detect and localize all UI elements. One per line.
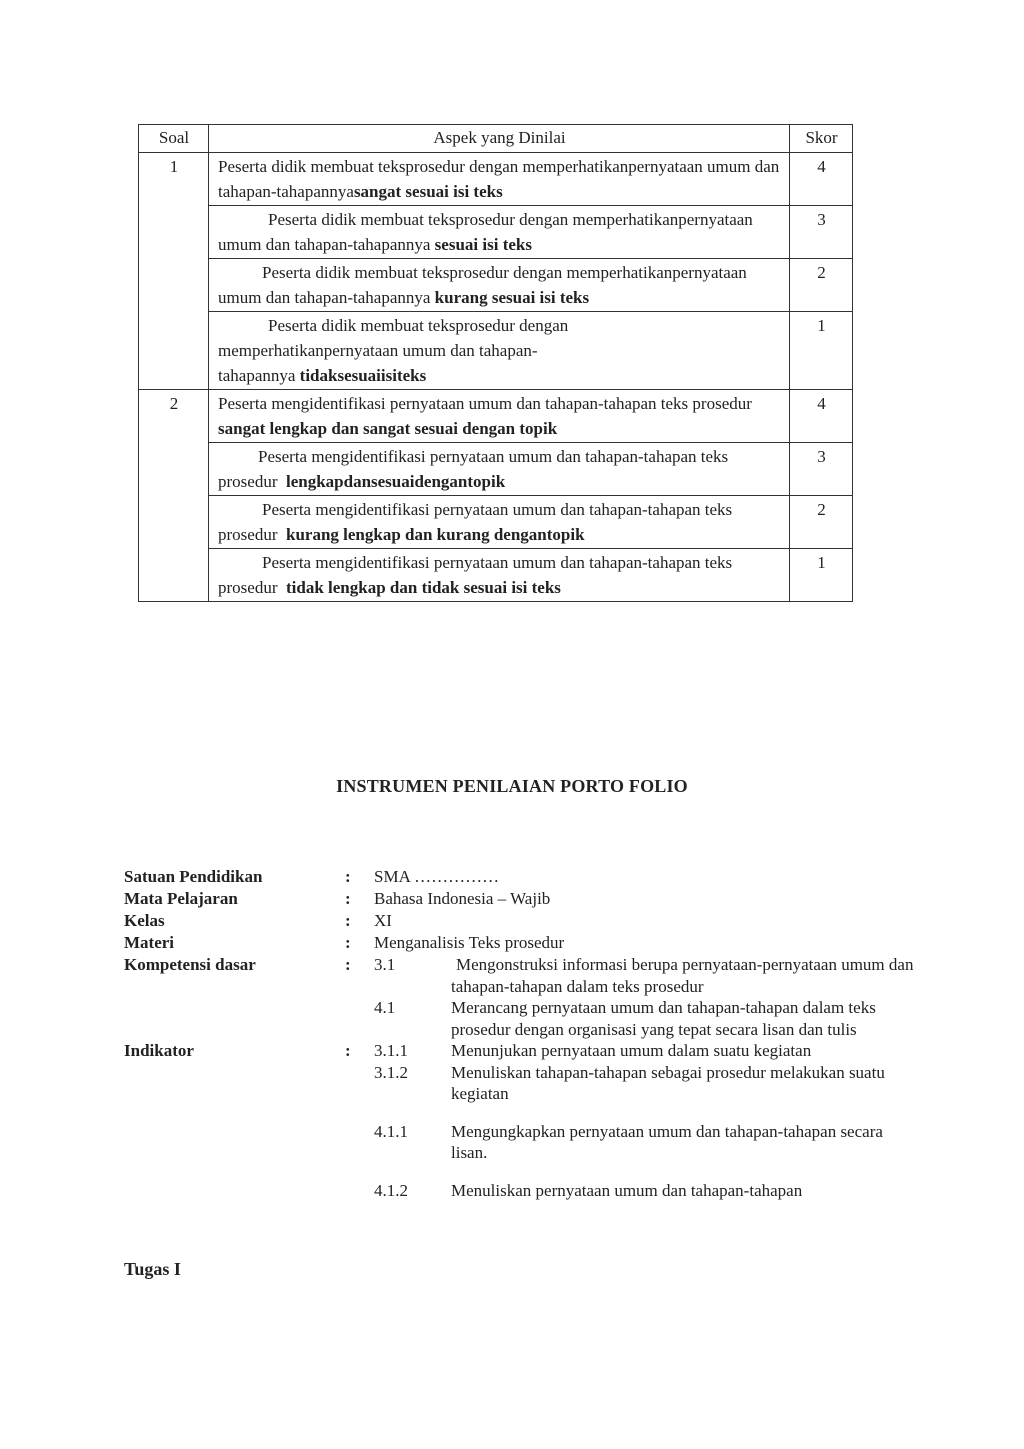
- soal-number: 1: [139, 153, 209, 206]
- skor-value: 1: [790, 549, 853, 602]
- materi-value: Menganalisis Teks prosedur: [374, 933, 565, 952]
- soal-empty: [139, 259, 209, 312]
- materi-label: Materi: [124, 933, 175, 952]
- aspek-text: Peserta mengidentifikasi pernyataan umum dan tahapan-tahapan teks prosedur: [218, 500, 733, 544]
- skor-value: 2: [790, 496, 853, 549]
- soal-empty: [139, 312, 209, 390]
- mapel-value: Bahasa Indonesia – Wajib: [374, 889, 551, 908]
- identity-block: [124, 866, 914, 1201]
- indikator-text: Menuliskan pernyataan umum dan tahapan-tahapan: [451, 1180, 803, 1200]
- table-row: [139, 549, 853, 602]
- kd-row: [124, 954, 914, 1040]
- aspek-cell: [209, 496, 790, 549]
- skor-value: 4: [790, 390, 853, 443]
- soal-empty: [139, 549, 209, 602]
- colon: :: [345, 867, 351, 886]
- skor-value: 2: [790, 259, 853, 312]
- colon: :: [345, 955, 351, 974]
- mapel-label: Mata Pelajaran: [124, 889, 238, 908]
- colon: :: [345, 1041, 351, 1060]
- section-title: INSTRUMEN PENILAIAN PORTO FOLIO: [336, 776, 688, 796]
- aspek-text: Peserta mengidentifikasi pernyataan umum dan tahapan-tahapan teks prosedur: [218, 553, 733, 597]
- aspek-criterion: kurang sesuai isi teks: [434, 288, 590, 307]
- aspek-text: Peserta didik membuat teksprosedur dengan memperhatikanpernyataan umum dan tahapan-tahapannya: [218, 263, 747, 307]
- indikator-label: Indikator: [124, 1041, 194, 1060]
- aspek-text: Peserta didik membuat teksprosedur dengan memperhatikanpernyataan umum dan tahapan-tahapannya: [218, 210, 753, 254]
- materi-row: [124, 932, 914, 954]
- colon: :: [345, 933, 351, 952]
- header-aspek: Aspek yang Dinilai: [209, 125, 790, 153]
- kelas-label: Kelas: [124, 911, 165, 930]
- skor-value: 4: [790, 153, 853, 206]
- colon: :: [345, 911, 351, 930]
- colon: :: [345, 889, 351, 908]
- table-row: [139, 390, 853, 443]
- aspek-text: Peserta mengidentifikasi pernyataan umum dan tahapan-tahapan teks prosedur: [218, 394, 752, 413]
- aspek-criterion: lengkapdansesuaidengantopik: [285, 472, 506, 491]
- soal-empty: [139, 496, 209, 549]
- kelas-row: [124, 910, 914, 932]
- aspek-criterion: sesuai isi teks: [434, 235, 532, 254]
- mapel-row: [124, 888, 914, 910]
- kd-number: 3.1: [374, 955, 396, 974]
- aspek-cell: [209, 443, 790, 496]
- aspek-cell: [209, 153, 790, 206]
- kd-number: 4.1: [374, 998, 396, 1017]
- satuan-label: Satuan Pendidikan: [124, 867, 263, 886]
- kd-text: Merancang pernyataan umum dan tahapan-tahapan dalam teks prosedur dengan organisasi yang tepat secara lisan dan tulis: [451, 998, 876, 1039]
- soal-empty: [139, 443, 209, 496]
- rubric-table: [138, 124, 853, 602]
- aspek-text: Peserta didik membuat teksprosedur dengan memperhatikanpernyataan umum dan tahapan-tahapannya: [218, 157, 780, 201]
- table-row: [139, 206, 853, 259]
- indikator-number: 3.1.1: [374, 1041, 408, 1060]
- aspek-criterion: tidak lengkap dan tidak sesuai isi teks: [285, 578, 561, 597]
- table-row: [139, 496, 853, 549]
- tugas-heading: Tugas I: [124, 1259, 181, 1279]
- kelas-value: XI: [374, 911, 392, 930]
- skor-value: 3: [790, 206, 853, 259]
- kd-item: [374, 997, 914, 1040]
- indikator-text: Menunjukan pernyataan umum dalam suatu kegiatan: [451, 1041, 812, 1060]
- skor-value: 3: [790, 443, 853, 496]
- aspek-criterion: kurang lengkap dan kurang dengantopik: [285, 525, 585, 544]
- header-skor: Skor: [790, 125, 853, 153]
- indikator-number: 4.1.1: [374, 1121, 408, 1141]
- aspek-criterion: sangat lengkap dan sangat sesuai dengan topik: [218, 419, 558, 438]
- aspek-cell: [209, 206, 790, 259]
- aspek-criterion: tidaksesuaiisiteks: [299, 366, 427, 385]
- aspek-criterion: sangat sesuai isi teks: [353, 182, 503, 201]
- aspek-cell: [209, 312, 790, 390]
- kd-label: Kompetensi dasar: [124, 955, 256, 974]
- soal-number: 2: [139, 390, 209, 443]
- indikator-item: [374, 1062, 914, 1105]
- aspek-text: Peserta mengidentifikasi pernyataan umum dan tahapan-tahapan teks prosedur: [218, 447, 729, 491]
- indikator-text: Mengungkapkan pernyataan umum dan tahapan-tahapan secara lisan.: [451, 1121, 883, 1162]
- indikator-number: 3.1.2: [374, 1062, 408, 1082]
- aspek-cell: [209, 390, 790, 443]
- satuan-value: SMA ……………: [374, 867, 500, 886]
- kd-item: [374, 954, 914, 997]
- indikator-number: 4.1.2: [374, 1180, 408, 1200]
- header-soal: Soal: [139, 125, 209, 153]
- skor-value: 1: [790, 312, 853, 390]
- table-row: [139, 312, 853, 390]
- aspek-cell: [209, 259, 790, 312]
- aspek-cell: [209, 549, 790, 602]
- satuan-row: [124, 866, 914, 888]
- indikator-row: [124, 1040, 914, 1201]
- aspek-text: Peserta didik membuat teksprosedur dengan memperhatikanpernyataan umum dan tahapan-tahapannya: [218, 316, 569, 385]
- kd-text: Mengonstruksi informasi berupa pernyataan-pernyataan umum dan tahapan-tahapan dalam teks prosedur: [451, 955, 914, 996]
- table-row: [139, 259, 853, 312]
- indikator-text: Menuliskan tahapan-tahapan sebagai prosedur melakukan suatu kegiatan: [451, 1062, 885, 1103]
- soal-empty: [139, 206, 209, 259]
- rubric-header-row: [139, 125, 853, 153]
- indikator-item: [374, 1121, 914, 1164]
- table-row: [139, 443, 853, 496]
- indikator-item: [374, 1180, 914, 1202]
- table-row: [139, 153, 853, 206]
- indikator-item: [374, 1040, 914, 1062]
